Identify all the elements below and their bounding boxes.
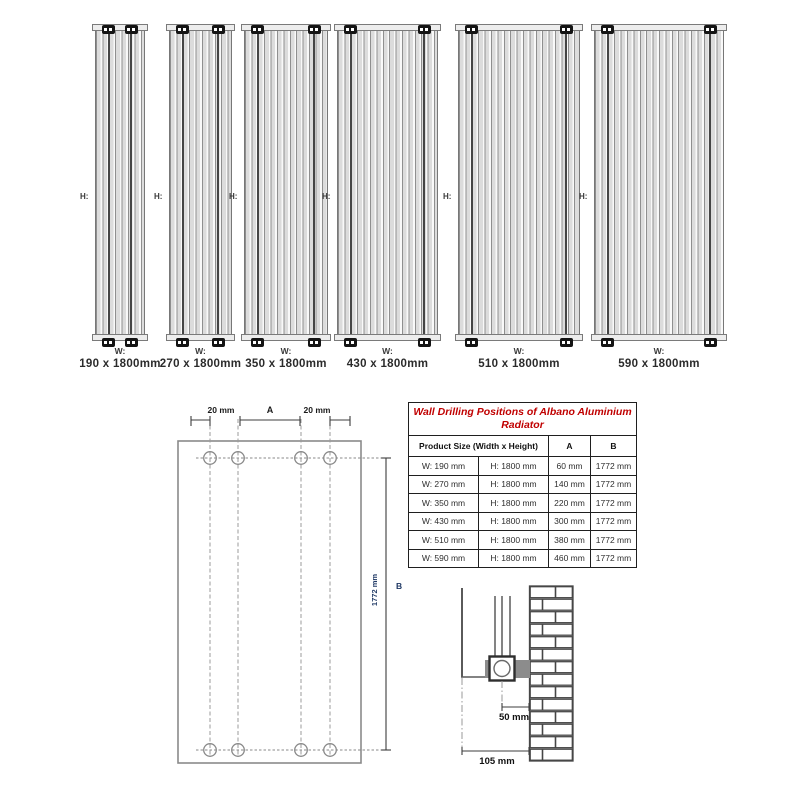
top-dimension-lines	[191, 416, 350, 426]
radiator-fins	[594, 31, 724, 334]
bracket-line-right	[130, 31, 132, 334]
height-label: H:	[322, 192, 331, 201]
dim-label-right-20mm: 20 mm	[303, 405, 331, 415]
height-label: H:	[154, 192, 163, 201]
bracket-clip	[125, 25, 138, 34]
radiator-top-cap	[92, 24, 148, 31]
cell-height: H: 1800 mm	[479, 531, 549, 550]
cell-a: 460 mm	[549, 549, 591, 568]
dim-line-50mm	[502, 703, 529, 711]
dim-line-105mm	[462, 747, 529, 755]
hole-centerlines-horizontal	[196, 458, 386, 750]
width-label: W:	[280, 346, 292, 356]
height-label: H:	[443, 192, 452, 201]
cell-a: 60 mm	[549, 457, 591, 476]
cell-a: 140 mm	[549, 475, 591, 494]
table-row	[409, 457, 637, 476]
bracket-line-left	[108, 31, 110, 334]
height-label: H:	[229, 192, 238, 201]
radiator-5	[443, 24, 580, 374]
cell-height: H: 1800 mm	[479, 549, 549, 568]
radiator-size-label: 430 x 1800mm	[346, 358, 429, 370]
col-header-b: B	[591, 436, 637, 457]
col-header-product-size: Product Size (Width x Height)	[409, 436, 549, 457]
cell-a: 220 mm	[549, 494, 591, 513]
cell-height: H: 1800 mm	[479, 512, 549, 531]
width-label: W:	[382, 346, 393, 356]
drill-holes	[204, 452, 337, 757]
dim-label-105mm: 105 mm	[479, 756, 515, 767]
bracket-clip	[465, 25, 478, 34]
width-label: W:	[653, 346, 665, 356]
height-label: H:	[80, 192, 89, 201]
table-row	[409, 494, 637, 513]
col-header-a: A	[549, 436, 591, 457]
bracket-line-left	[471, 31, 473, 334]
cell-b: 1772 mm	[591, 512, 637, 531]
bracket-clip	[102, 25, 115, 34]
cell-height: H: 1800 mm	[479, 475, 549, 494]
radiator-2	[154, 24, 242, 374]
radiator-fins	[169, 31, 232, 334]
table-row	[409, 475, 637, 494]
table-row	[409, 531, 637, 550]
radiator-fins	[95, 31, 145, 334]
extension-lines	[462, 678, 502, 751]
bracket-line-right	[565, 31, 567, 334]
hole-centerlines-vertical	[210, 419, 330, 757]
cell-width: W: 270 mm	[409, 475, 479, 494]
wall-mount-side-view	[435, 573, 640, 788]
bracket-line-left	[257, 31, 259, 334]
cell-b: 1772 mm	[591, 494, 637, 513]
brick-wall	[530, 586, 574, 761]
radiator-size-label: 350 x 1800mm	[245, 358, 327, 370]
drilling-positions-diagram	[160, 398, 420, 783]
dim-label-b: B	[396, 581, 403, 591]
bracket-clip	[418, 25, 431, 34]
cell-height: H: 1800 mm	[479, 494, 549, 513]
radiator-size-label: 270 x 1800mm	[159, 358, 242, 370]
dim-label-a: A	[266, 405, 274, 415]
width-label: W:	[513, 346, 525, 356]
dim-label-left-20mm: 20 mm	[207, 405, 235, 415]
width-label: W:	[114, 346, 126, 356]
dim-label-50mm: 50 mm	[498, 712, 530, 723]
radiator-bottom-cap	[92, 334, 148, 341]
height-label: H:	[579, 192, 588, 201]
bracket-line-right	[423, 31, 425, 334]
bracket-line-right	[709, 31, 711, 334]
bracket-line-right	[313, 31, 315, 334]
cell-b: 1772 mm	[591, 475, 637, 494]
drilling-positions-table	[408, 402, 637, 568]
cell-b: 1772 mm	[591, 549, 637, 568]
radiator-size-label: 190 x 1800mm	[79, 358, 161, 370]
bracket-line-left	[350, 31, 352, 334]
cell-width: W: 510 mm	[409, 531, 479, 550]
cell-a: 300 mm	[549, 512, 591, 531]
cell-b: 1772 mm	[591, 531, 637, 550]
table-row	[409, 549, 637, 568]
radiator-6	[579, 24, 724, 374]
bracket-clip	[344, 25, 357, 34]
cell-a: 380 mm	[549, 531, 591, 550]
dim-label-1772mm: 1772 mm	[370, 573, 379, 607]
cell-b: 1772 mm	[591, 457, 637, 476]
bracket-clip	[308, 25, 321, 34]
cell-height: H: 1800 mm	[479, 457, 549, 476]
cell-width: W: 350 mm	[409, 494, 479, 513]
cell-width: W: 590 mm	[409, 549, 479, 568]
vertical-dimension-line	[381, 458, 391, 750]
bracket-clip	[251, 25, 264, 34]
cell-width: W: 190 mm	[409, 457, 479, 476]
table-row	[409, 512, 637, 531]
width-label: W:	[195, 346, 206, 356]
radiator-size-label: 590 x 1800mm	[618, 358, 700, 370]
radiator-outline	[178, 441, 361, 763]
radiator-4	[322, 24, 438, 374]
table-title: Wall Drilling Positions of Albano Aluminium Radiator	[409, 403, 637, 436]
radiator-fins	[458, 31, 580, 334]
cell-width: W: 430 mm	[409, 512, 479, 531]
radiator-3	[229, 24, 331, 374]
radiator-size-label: 510 x 1800mm	[478, 358, 560, 370]
bracket-clip	[212, 25, 225, 34]
bracket-clip	[176, 25, 189, 34]
bracket-clip	[560, 25, 573, 34]
bracket-clip	[601, 25, 614, 34]
radiator-1	[79, 24, 161, 374]
bracket-line-right	[217, 31, 219, 334]
bracket-line-left	[607, 31, 609, 334]
bracket-clip	[704, 25, 717, 34]
bracket-line-left	[182, 31, 184, 334]
